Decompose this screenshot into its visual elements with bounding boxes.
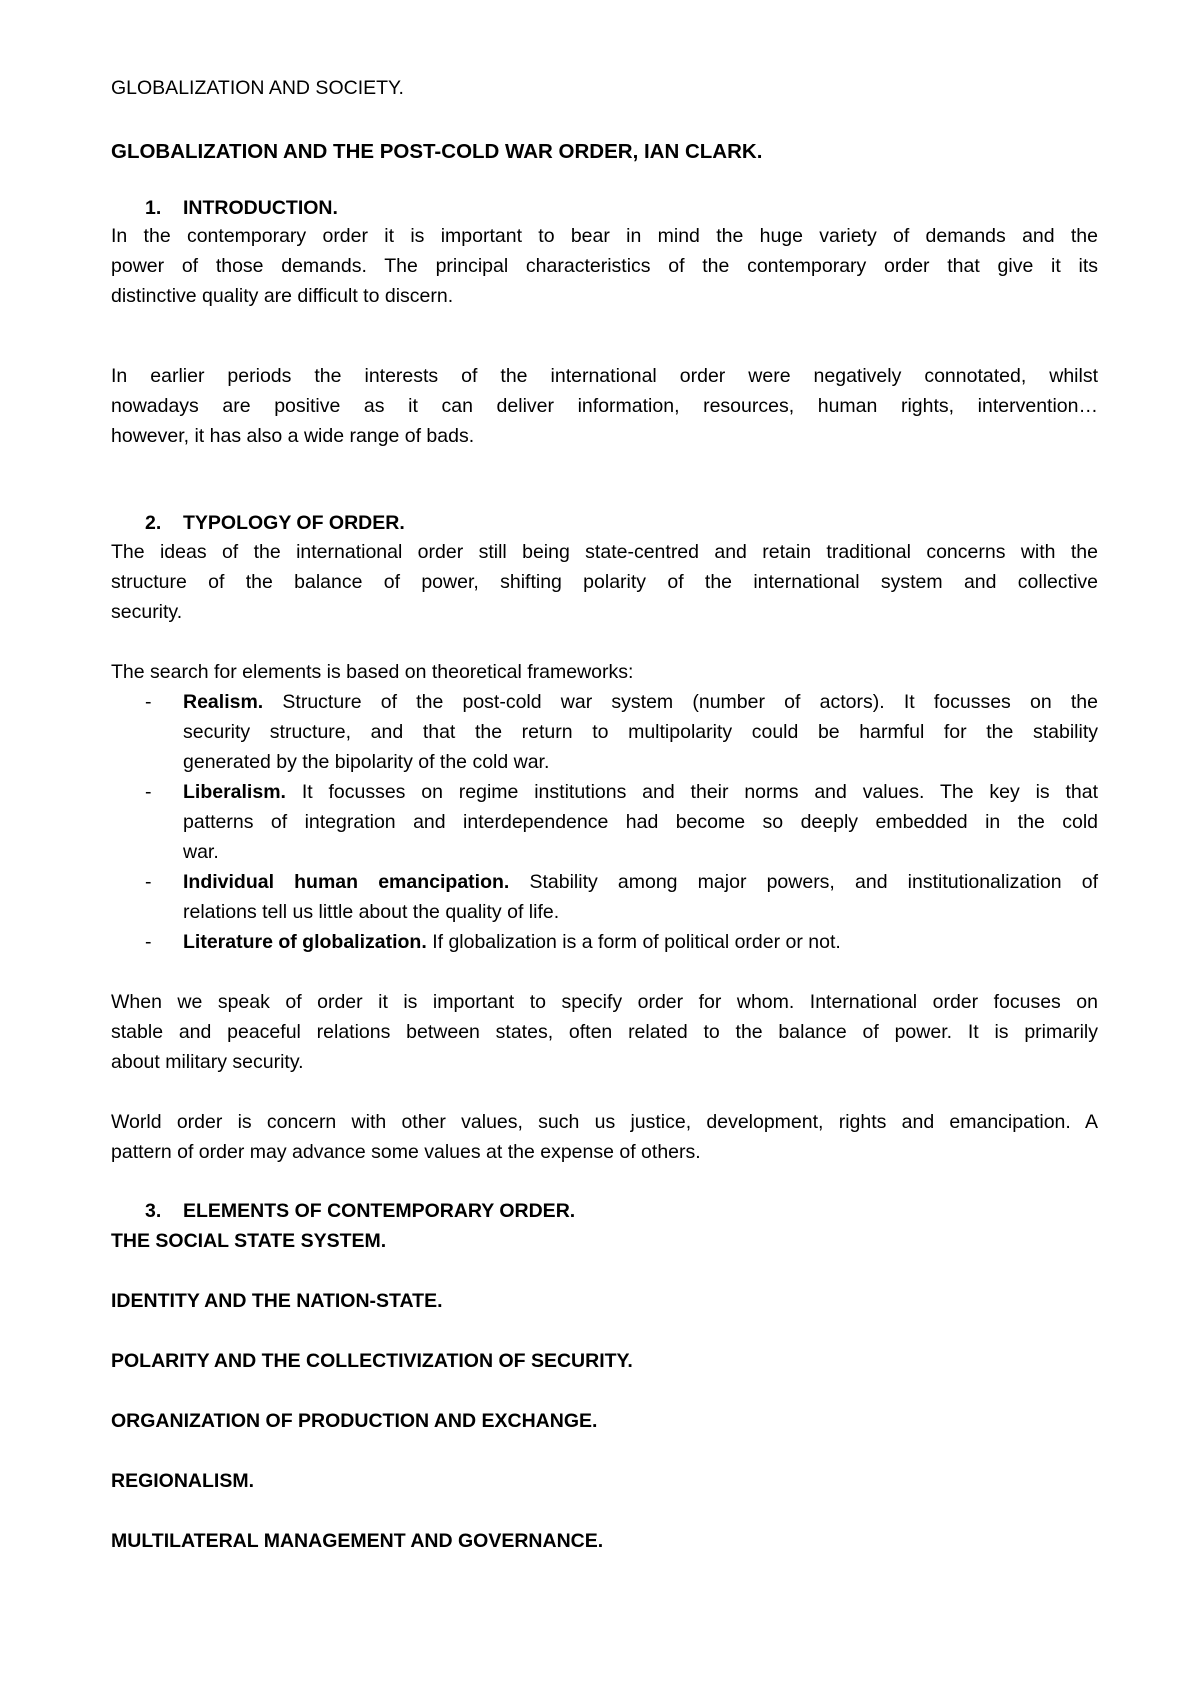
s1-p2-line-1: In earlier periods the interests of the international order were negatively connotated, whilst [111,365,1098,387]
globalization-term: Literature of globalization. [183,931,427,953]
bullet-dash: - [145,931,152,953]
section-3-heading: ELEMENTS OF CONTEMPORARY ORDER. [183,1200,576,1222]
liberalism-line-1: Liberalism. It focusses on regime institutions and their norms and values. The key is that [183,781,1099,803]
element-item: IDENTITY AND THE NATION-STATE. [111,1290,443,1312]
s1-p2-line-3: however, it has also a wide range of bads. [111,425,475,447]
realism-term: Realism. [183,691,264,713]
s1-p1-line-2: power of those demands. The principal characteristics of the contemporary order that give it its [111,255,1098,277]
s2-p2: The search for elements is based on theoretical frameworks: [111,661,634,683]
bullet-dash: - [145,871,152,893]
globalization-line-1: Literature of globalization. If globalization is a form of political order or not. [183,931,841,953]
element-item: THE SOCIAL STATE SYSTEM. [111,1230,387,1252]
element-item: ORGANIZATION OF PRODUCTION AND EXCHANGE. [111,1410,598,1432]
liberalism-line-2: patterns of integration and interdependence had become so deeply embedded in the cold [183,811,1098,833]
s2-p3-line-2: stable and peaceful relations between states, often related to the balance of power. It is primarily [111,1021,1098,1043]
s2-p1-line-3: security. [111,601,183,623]
realism-line-2: security structure, and that the return to multipolarity could be harmful for the stability [183,721,1098,743]
s1-p1-line-1: In the contemporary order it is important to bear in mind the huge variety of demands and the [111,225,1098,247]
liberalism-term: Liberalism. [183,781,286,803]
liberalism-line-3: war. [183,841,219,863]
bullet-dash: - [145,781,152,803]
s2-p1-line-2: structure of the balance of power, shifting polarity of the international system and collective [111,571,1098,593]
realism-line-1: Realism. Structure of the post-cold war system (number of actors). It focusses on the [183,691,1098,713]
section-1-number: 1. [145,197,162,219]
emancipation-line-2: relations tell us little about the quality of life. [183,901,560,923]
document-title: GLOBALIZATION AND THE POST-COLD WAR ORDER, IAN CLARK. [111,140,763,163]
s1-p1-line-3: distinctive quality are difficult to discern. [111,285,454,307]
section-3-number: 3. [145,1200,162,1222]
s2-p3-line-1: When we speak of order it is important to specify order for whom. International order focuses on [111,991,1098,1013]
s2-p3-line-3: about military security. [111,1051,304,1073]
bullet-dash: - [145,691,152,713]
emancipation-line-1: Individual human emancipation. Stability among major powers, and institutionalization of [183,871,1099,893]
s2-p4-line-1: World order is concern with other values, such us justice, development, rights and emancipation. A [111,1111,1098,1133]
section-2-number: 2. [145,512,162,534]
s2-p1-line-1: The ideas of the international order still being state-centred and retain traditional concerns with the [111,541,1098,563]
s1-p2-line-2: nowadays are positive as it can deliver information, resources, human rights, intervention… [111,395,1098,417]
emancipation-term: Individual human emancipation. [183,871,510,893]
realism-line-3: generated by the bipolarity of the cold war. [183,751,550,773]
section-1-heading: INTRODUCTION. [183,197,338,219]
s2-p4-line-2: pattern of order may advance some values at the expense of others. [111,1141,701,1163]
element-item: POLARITY AND THE COLLECTIVIZATION OF SECURITY. [111,1350,633,1372]
element-item: MULTILATERAL MANAGEMENT AND GOVERNANCE. [111,1530,604,1552]
document-header: GLOBALIZATION AND SOCIETY. [111,77,404,99]
element-item: REGIONALISM. [111,1470,255,1492]
section-2-heading: TYPOLOGY OF ORDER. [183,512,405,534]
